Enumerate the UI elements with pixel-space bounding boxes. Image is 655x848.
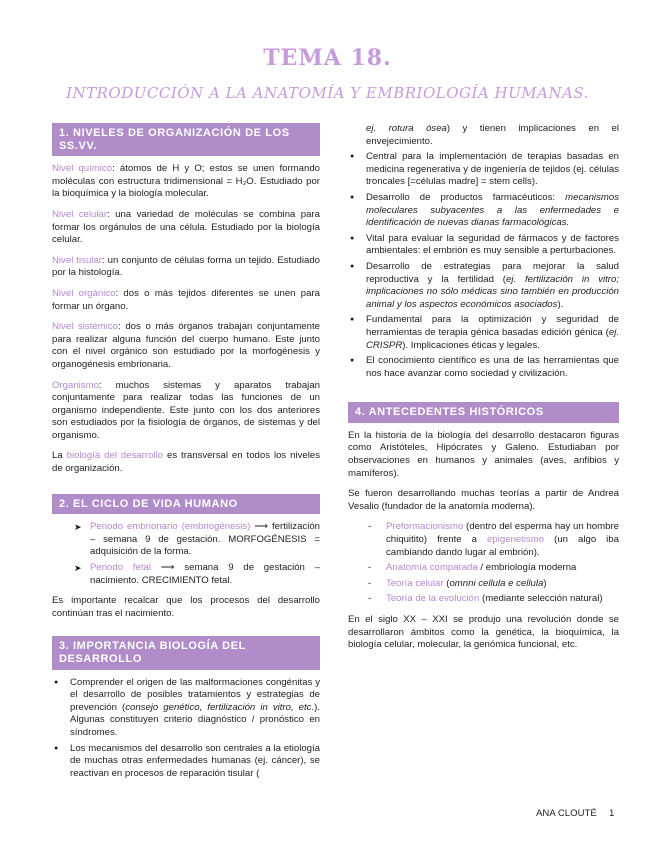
footer-author: ANA CLOUTÉ (536, 808, 597, 819)
term-periodo-embrionario: Periodo embrionario (embriogénesis) (90, 521, 251, 533)
text-terapia-genica-it: ej. CRISPR (366, 326, 619, 351)
list-teorias (348, 521, 619, 606)
paragraph-nivel-quimico (52, 163, 320, 201)
paragraph-vesalio: Se fueron desarrollando muchas teorías a partir de Andrea Vesalio (fundador de la anatomía moderna). (348, 488, 619, 512)
paragraph-nivel-celular (52, 209, 320, 247)
list-item-mecanismos-cont (348, 123, 619, 148)
text-biologia-b: es transversal en todos los niveles de organización. (52, 450, 321, 475)
page-subtitle: INTRODUCCIÓN A LA ANATOMÍA Y EMBRIOLOGÍA HUMANAS. (66, 84, 589, 102)
list-item-terapia-genica (348, 314, 619, 352)
list-importancia-part1 (52, 677, 320, 781)
term-organismo: Organismo (52, 379, 99, 391)
list-item-terapias: ● Central para la implementación de terapias basadas en medicina regenerativa y de ingeniería de tejidos (ej. células troncales [=células madre] = stem cells). (348, 151, 619, 189)
text-periodo-embrionario: ⟶ fertilización – semana 9 de gestación. MORFOGÉNESIS = adquisición de la forma. (90, 521, 321, 558)
list-item-periodo-fetal (52, 562, 320, 587)
list-periodos (52, 521, 320, 587)
text-malformaciones-it: consejo genético, fertilización in vitro, etc. (125, 701, 315, 713)
term-preformacionismo: Preformacionismo (386, 521, 464, 533)
list-item-farmaceuticos (348, 192, 619, 230)
list-item-anatomia-comparada (348, 562, 619, 575)
section-heading-importancia: 3. IMPORTANCIA BIOLOGÍA DEL DESARROLLO (52, 636, 320, 669)
paragraph-organismo (52, 380, 320, 443)
text-nivel-quimico: : átomos de H y O; estos se unen formando moléculas con estructura tridimensional = H₂O. Estudiado por la bioquímica y la biología molecular. (52, 163, 320, 200)
text-terapia-genica-b: ). Implicaciones éticas y legales. (402, 339, 540, 351)
text-farmaceuticos-a: Desarrollo de productos farmacéuticos: (366, 191, 566, 203)
term-anatomia-comparada: Anatomía comparada (386, 562, 478, 574)
continuation-marker (348, 123, 362, 135)
list-importancia-part2 (348, 123, 619, 380)
text-mecanismos-b: ) y tienen implicaciones en el envejecimiento. (366, 123, 619, 147)
text-mecanismos-a: Los mecanismos del desarrollo son centrales a la etiología de muchas otras enfermedades humanas (ej. cáncer), se reactivan en procesos de reparación tisular ( (70, 742, 320, 779)
list-item-mecanismos (52, 743, 320, 781)
page-title: TEMA 18. (263, 45, 392, 71)
paragraph-nivel-sistemico (52, 321, 320, 371)
term-nivel-tisular: Nivel tisular (52, 254, 102, 266)
text-terapia-genica-a: Fundamental para la optimización y seguridad de herramientas de terapia génica basadas edición génica ( (366, 314, 619, 338)
list-item-seguridad: ● Vital para evaluar la seguridad de fármacos y de factores ambientales: el embrión es muy sensible a perturbaciones. (348, 233, 619, 258)
list-item-malformaciones (52, 677, 320, 740)
section-heading-antecedentes: 4. ANTECEDENTES HISTÓRICOS (348, 402, 619, 423)
text-nivel-organico: : dos o más tejidos diferentes se unen para formar un órgano. (52, 287, 320, 312)
left-column (52, 123, 320, 788)
text-nivel-celular: : una variedad de moléculas se combina para formar los orgánulos de una célula. Estudiado por la biología celular. (52, 208, 320, 246)
list-item-conocimiento: ● El conocimiento científico es una de las herramientas que nos hace avanzar como sociedad y civilización. (348, 355, 619, 380)
text-teoria-celular-b: ) (543, 577, 547, 589)
text-nivel-tisular: : un conjunto de células forma un tejido. Estudiado por la histología. (52, 254, 320, 279)
right-column (348, 123, 619, 660)
list-item-periodo-embrionario (52, 521, 320, 559)
term-periodo-fetal: Periodo fetal (90, 562, 151, 574)
text-preformacionismo-a: (dentro del esperma hay un hombre chiquitito) frente a (386, 521, 619, 546)
text-teoria-celular-a: ( (443, 577, 450, 589)
text-preformacionismo-b: (un algo iba cambiando dando lugar al embrión). (386, 534, 619, 558)
text-farmaceuticos-it: mecanismos moleculares subyacentes a las enfermedades e identificación de nuevas dianas farmacológicas. (366, 191, 619, 229)
term-biologia-desarrollo: biología del desarrollo (66, 450, 164, 462)
page-number: 1 (609, 808, 615, 819)
text-mecanismos-it: ej. rotura ósea (366, 123, 447, 134)
list-item-teoria-celular (348, 578, 619, 591)
list-item-teoria-evolucion (348, 593, 619, 606)
text-anatomia-comparada: / embriología moderna (477, 562, 577, 574)
list-item-fertilidad (348, 261, 619, 311)
paragraph-biologia-desarrollo (52, 450, 320, 475)
section-heading-ciclo: 2. EL CICLO DE VIDA HUMANO (52, 494, 320, 515)
text-organismo: : muchos sistemas y aparatos trabajan conjuntamente para realizar todas las funciones de un organismo independiente. Este junto con los dos anteriores son estudiados por la fisiología de órganos, de sistemas y del organismo. (52, 379, 320, 441)
term-teoria-evolucion: Teoría de la evolución (386, 593, 480, 605)
list-item-preformacionismo (348, 521, 619, 559)
term-nivel-quimico: Nivel químico (52, 163, 113, 175)
paragraph-nivel-organico (52, 288, 320, 313)
paragraph-siglo-xx: En el siglo XX – XXI se produjo una revolución donde se desarrollaron ámbitos como la genética, la bioquímica, la biología celular, molecular, la genómica funcional, etc. (348, 614, 619, 651)
term-teoria-celular: Teoría celular (386, 577, 444, 589)
text-fertilidad-it: ej. fertilización in vitro; implicaciones no sólo médicas sino también en producción animal y los aspectos económicos asociados (366, 273, 619, 310)
text-periodo-fetal: ⟶ semana 9 de gestación – nacimiento. CRECIMIENTO fetal. (90, 562, 320, 586)
text-malformaciones-b: ). Algunas constituyen criterio diagnóstico / pronóstico en síndromes. (70, 701, 321, 738)
term-nivel-celular: Nivel celular (52, 208, 108, 220)
text-fertilidad-b: ). (557, 298, 564, 310)
section-heading-niveles: 1. NIVELES DE ORGANIZACIÓN DE LOS SS.VV. (52, 123, 320, 156)
text-teoria-celular-it: omnni cellula e cellula (449, 577, 544, 589)
text-biologia-a: La (52, 450, 67, 462)
text-teoria-evolucion: (mediante selección natural) (479, 593, 603, 605)
term-epigenetismo: epigenetismo (487, 534, 545, 546)
text-nivel-sistemico: : dos o más órganos trabajan conjuntamente para realizar alguna función del cuerpo humano. Este junto con el nivel orgánico son estudiado por la morfogénesis y organogénesis embrionaria. (52, 321, 320, 370)
paragraph-recalcar: Es importante recalcar que los procesos del desarrollo continúan tras el nacimiento. (52, 595, 320, 619)
paragraph-nivel-tisular (52, 255, 320, 280)
paragraph-historia: En la historia de la biología del desarrollo destacaron figuras como Aristóteles, Hipócrates y Galeno. Estudiaban por observaciones en humanos y animales (aves, anfibios y mamíferos). (348, 429, 619, 479)
text-malformaciones-a: Comprender el origen de las malformaciones congénitas y el desarrollo de posibles tratamientos y estrategias de prevención ( (70, 676, 320, 713)
text-fertilidad-a: Desarrollo de estrategias para mejorar la salud reproductiva y la fertilidad ( (366, 260, 619, 285)
term-nivel-organico: Nivel orgánico (52, 287, 116, 299)
term-nivel-sistemico: Nivel sistémico (52, 321, 118, 333)
